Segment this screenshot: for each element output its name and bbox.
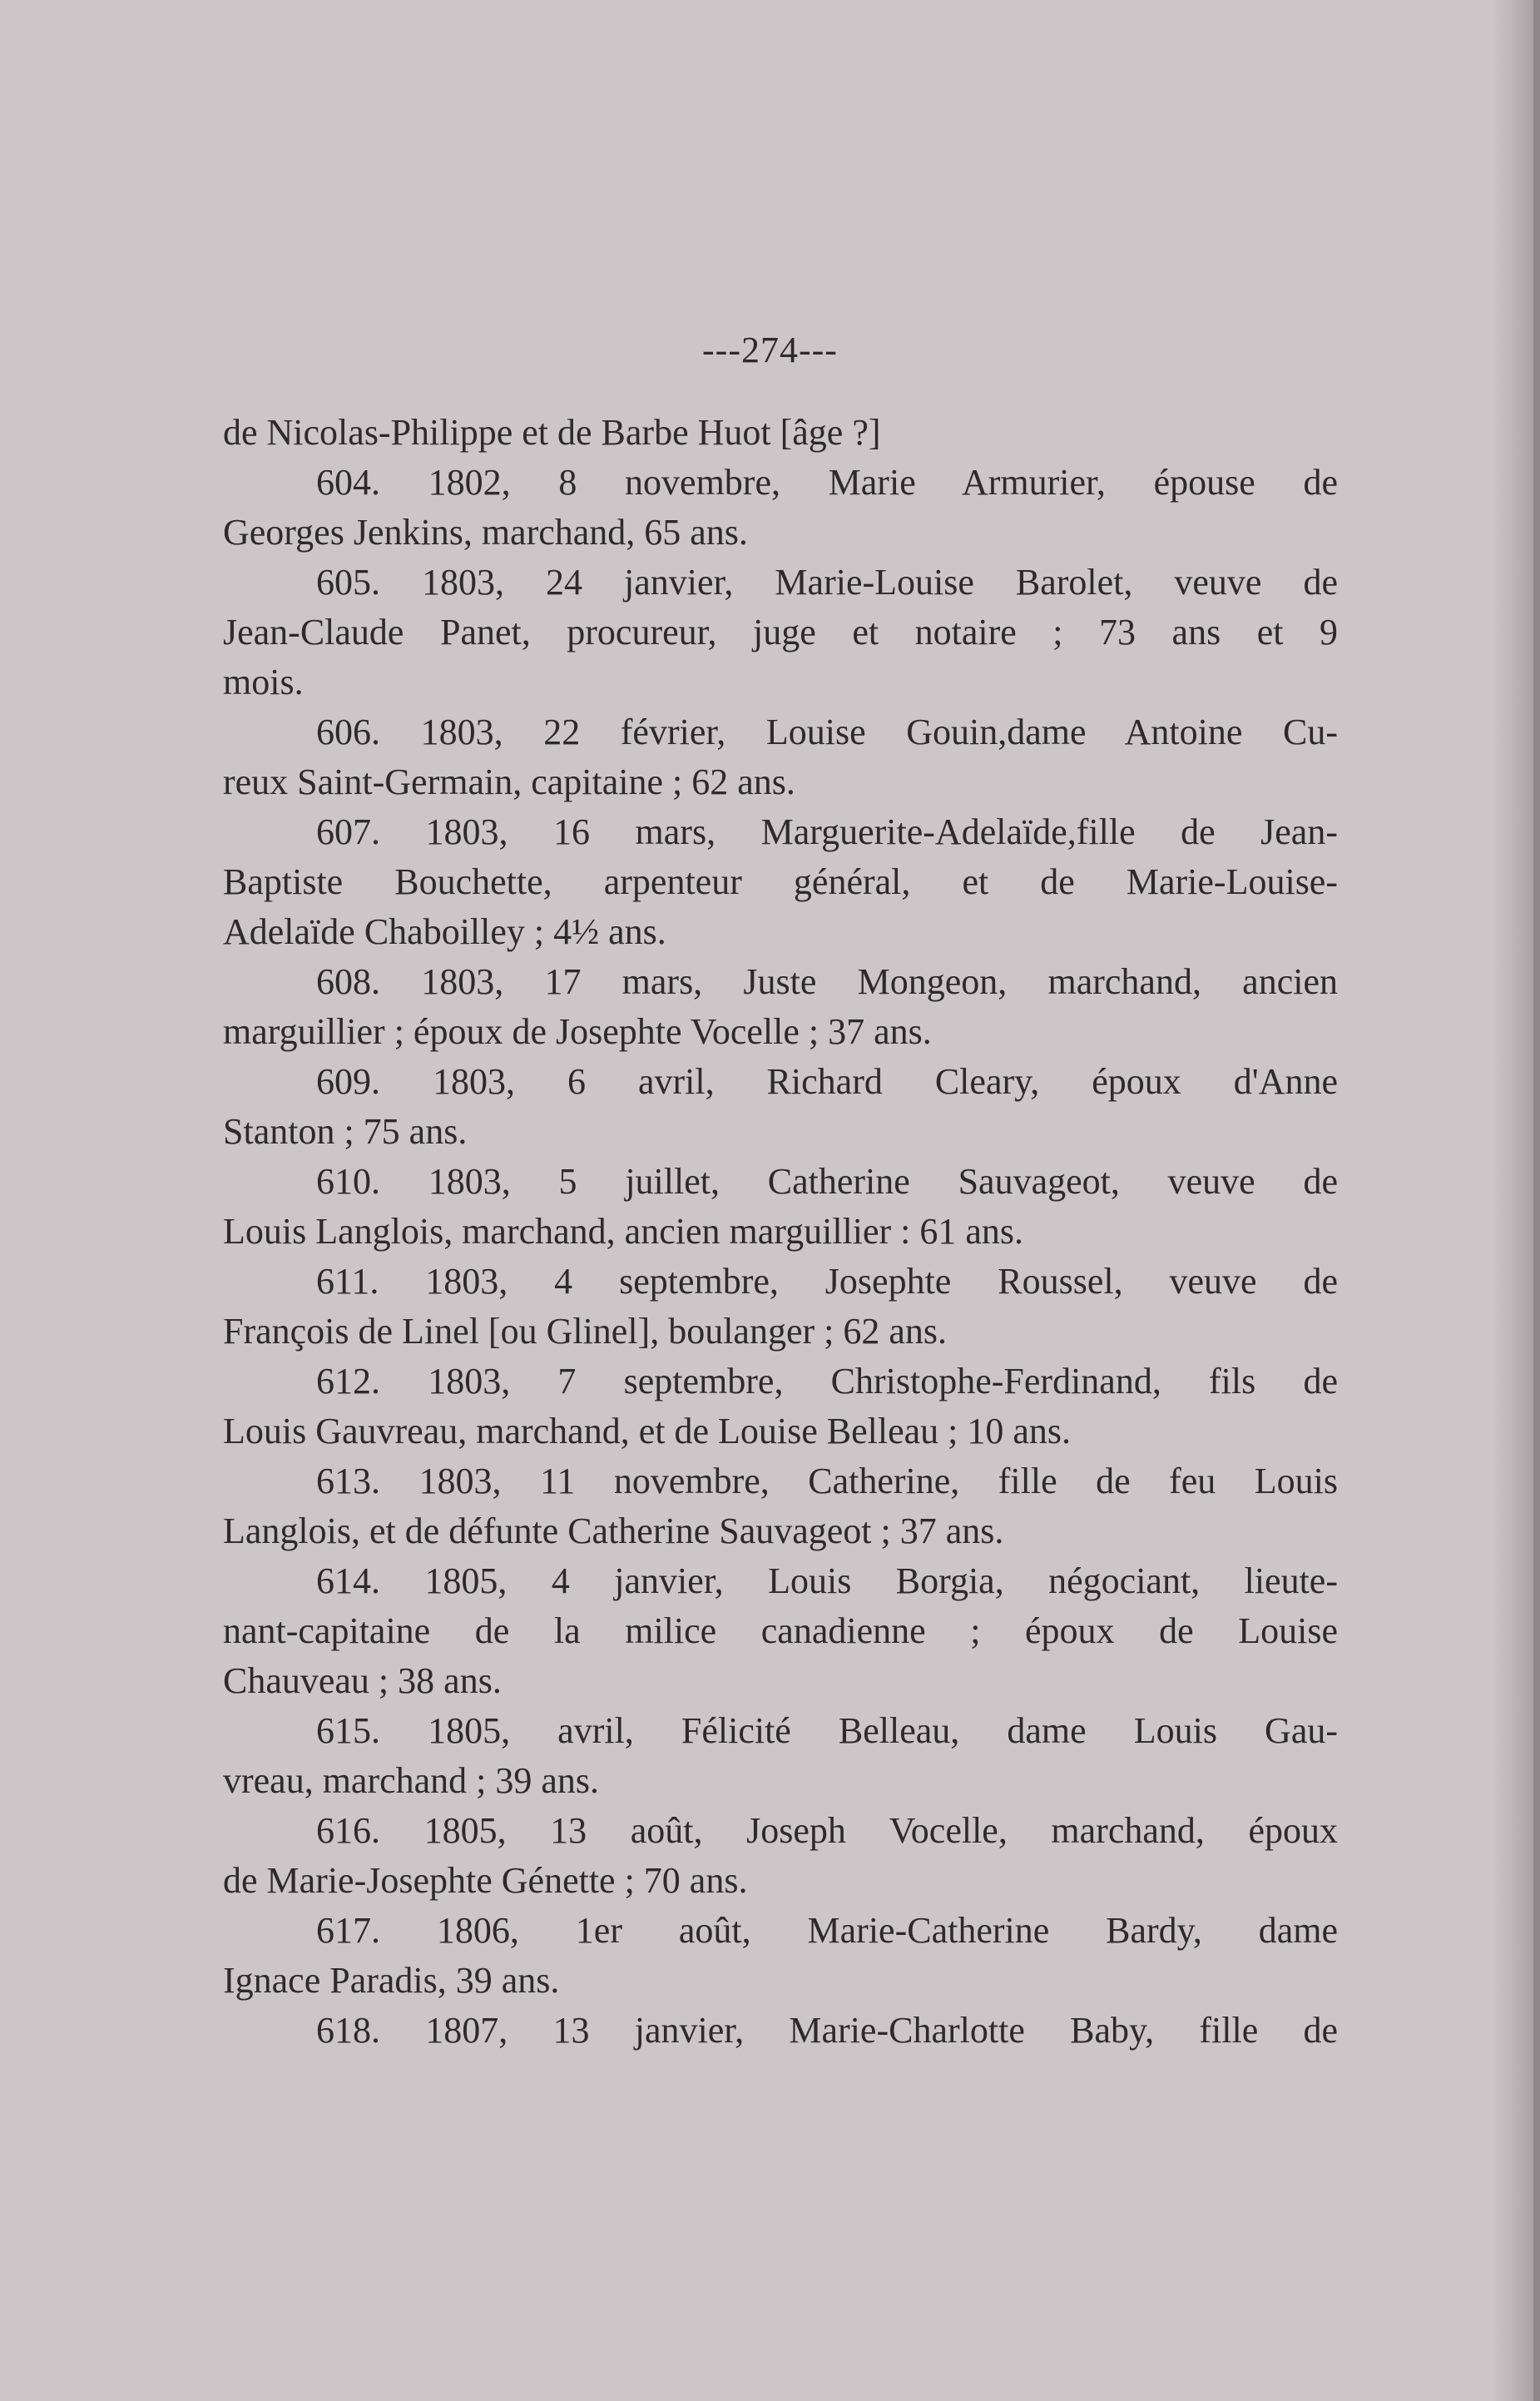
text-line: mois. xyxy=(223,662,304,702)
text-line: Ignace Paradis, 39 ans. xyxy=(223,1960,560,2001)
text-line: 606. 1803, 22 février, Louise Gouin,dame Antoine Cu- xyxy=(316,712,1338,752)
text-line: 616. 1805, 13 août, Joseph Vocelle, marchand, époux xyxy=(316,1810,1338,1851)
text-line: 604. 1802, 8 novembre, Marie Armurier, épouse de xyxy=(316,462,1338,503)
text-line: de Marie-Josephte Génette ; 70 ans. xyxy=(223,1860,748,1901)
text-line: 610. 1803, 5 juillet, Catherine Sauvageot, veuve de xyxy=(316,1161,1338,1202)
text-line: reux Saint-Germain, capitaine ; 62 ans. xyxy=(223,761,795,802)
text-line: Stanton ; 75 ans. xyxy=(223,1111,468,1152)
text-line: 609. 1803, 6 avril, Richard Cleary, époux d'Anne xyxy=(316,1061,1338,1102)
text-line: vreau, marchand ; 39 ans. xyxy=(223,1760,600,1801)
text-line: 608. 1803, 17 mars, Juste Mongeon, marchand, ancien xyxy=(316,961,1338,1002)
text-line: Langlois, et de défunte Catherine Sauvageot ; 37 ans. xyxy=(223,1511,1004,1551)
text-line: nant-capitaine de la milice canadienne ; époux de Louise xyxy=(223,1610,1338,1651)
text-line: François de Linel [ou Glinel], boulanger ; 62 ans. xyxy=(223,1311,948,1352)
text-line: Louis Langlois, marchand, ancien marguillier : 61 ans. xyxy=(223,1211,1024,1252)
text-line: Chauveau ; 38 ans. xyxy=(223,1660,502,1701)
text-line: 607. 1803, 16 mars, Marguerite-Adelaïde,fille de Jean- xyxy=(316,811,1338,852)
text-line: marguillier ; époux de Josephte Vocelle ; 37 ans. xyxy=(223,1011,932,1052)
text-line: 605. 1803, 24 janvier, Marie-Louise Barolet, veuve de xyxy=(316,562,1338,603)
text-line: 618. 1807, 13 janvier, Marie-Charlotte Baby, fille de xyxy=(316,2010,1338,2051)
text-line: de Nicolas-Philippe et de Barbe Huot [âge ?] xyxy=(223,412,881,453)
text-line: 613. 1803, 11 novembre, Catherine, fille de feu Louis xyxy=(316,1461,1338,1501)
text-line: Adelaïde Chaboilley ; 4½ ans. xyxy=(223,911,666,952)
text-line: Louis Gauvreau, marchand, et de Louise Belleau ; 10 ans. xyxy=(223,1411,1072,1451)
text-line: 615. 1805, avril, Félicité Belleau, dame Louis Gau- xyxy=(316,1710,1338,1751)
text-line: 611. 1803, 4 septembre, Josephte Roussel, veuve de xyxy=(316,1261,1338,1302)
document-text xyxy=(223,408,1338,2056)
text-line: 612. 1803, 7 septembre, Christophe-Ferdinand, fils de xyxy=(316,1361,1338,1401)
text-line: 617. 1806, 1er août, Marie-Catherine Bardy, dame xyxy=(316,1910,1338,1951)
page-number: ---274--- xyxy=(702,330,838,370)
text-line: 614. 1805, 4 janvier, Louis Borgia, négociant, lieute- xyxy=(316,1560,1338,1601)
text-line: Georges Jenkins, marchand, 65 ans. xyxy=(223,512,748,553)
text-line: Baptiste Bouchette, arpenteur général, et de Marie-Louise- xyxy=(223,861,1338,902)
text-line: Jean-Claude Panet, procureur, juge et notaire ; 73 ans et 9 xyxy=(223,612,1338,652)
